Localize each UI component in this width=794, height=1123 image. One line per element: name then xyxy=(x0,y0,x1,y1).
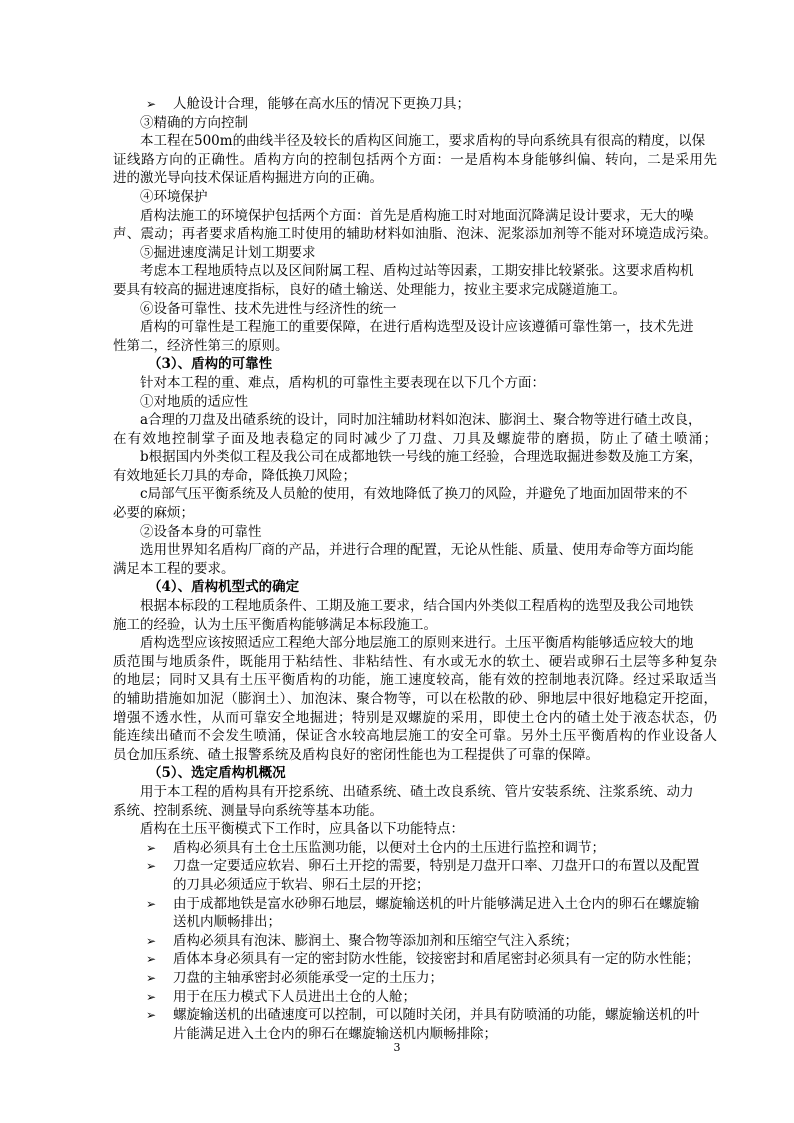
bullet-item xyxy=(113,969,717,988)
bullet-arrow-icon: ➢ xyxy=(146,840,157,855)
line-text: 增强不透水性，从而可靠安全地掘进；特别是双螺旋的采用，即使土仓内的碴土处于液态状态，仍 xyxy=(113,709,717,726)
line-text: ④环境保护 xyxy=(140,188,208,205)
line-text: 盾构的可靠性是工程施工的重要保障，在进行盾构选型及设计应该遵循可靠性第一，技术先进 xyxy=(140,319,694,336)
line-text: 盾构在土压平衡模式下工作时，应具备以下功能特点： xyxy=(140,821,464,838)
line-text: b根据国内外类似工程及我公司在成都地铁一号线的施工经验，合理选取掘进参数及施工方案， xyxy=(140,449,703,466)
line-text: ⑤掘进速度满足计划工期要求 xyxy=(140,244,316,261)
text-line xyxy=(113,560,717,579)
bullet-arrow-icon: ➢ xyxy=(146,859,157,874)
text-line xyxy=(113,634,717,653)
page-body xyxy=(113,95,717,1043)
line-text: 人舱设计合理，能够在高水压的情况下更换刀具； xyxy=(173,96,470,112)
text-line xyxy=(113,671,717,690)
line-text: 送机内顺畅排出； xyxy=(173,914,281,931)
text-line xyxy=(113,300,717,319)
line-text: 盾构法施工的环境保护包括两个方面：首先是盾构施工时对地面沉降满足设计要求，无大的噪 xyxy=(140,207,694,224)
section-heading xyxy=(113,764,717,783)
text-line xyxy=(113,244,717,263)
line-text: 盾构选型应该按照适应工程绝大部分地层施工的原则来进行。土压平衡盾构能够适应较大的地 xyxy=(140,635,694,652)
line-text: 盾构必须具有泡沫、膨润土、聚合物等添加剂和压缩空气注入系统； xyxy=(173,932,578,949)
line-text: 证线路方向的正确性。盾构方向的控制包括两个方面：一是盾构本身能够纠偏、转向，二是采用先 xyxy=(113,151,717,168)
line-text: 针对本工程的重、难点，盾构机的可靠性主要表现在以下几个方面： xyxy=(140,374,545,391)
line-text: 由于成都地铁是富水砂卵石地层，螺旋输送机的叶片能够满足进入土仓内的卵石在螺旋输 xyxy=(173,895,700,912)
line-text: 根据本标段的工程地质条件、工期及施工要求，结合国内外类似工程盾构的选型及我公司地铁 xyxy=(140,598,694,615)
section-heading xyxy=(113,355,717,374)
line-text: 质范围与地质条件，既能用于粘结性、非粘结性、有水或无水的软土、硬岩或卵石土层等多种复杂 xyxy=(113,653,717,670)
text-line xyxy=(113,913,717,932)
line-text: 能连续出碴而不会发生喷涌，保证含水较高地层施工的安全可靠。另外土压平衡盾构的作业设备人 xyxy=(113,728,717,745)
line-text: 本工程在500m的曲线半径及较长的盾构区间施工，要求盾构的导向系统具有很高的精度，以保 xyxy=(140,133,706,150)
text-line xyxy=(113,876,717,895)
text-line xyxy=(113,430,717,449)
line-text: （4）、盾构机型式的确定 xyxy=(148,579,300,596)
page-number: 3 xyxy=(393,1041,401,1054)
line-text: 用于本工程的盾构具有开挖系统、出碴系统、碴土改良系统、管片安装系统、注浆系统、动力 xyxy=(140,783,694,800)
bullet-arrow-icon: ➢ xyxy=(146,933,157,948)
line-text: 的地层；同时又具有土压平衡盾构的功能，施工速度较高，能有效的控制地表沉降。经过采取适当 xyxy=(113,672,717,689)
bullet-item xyxy=(113,895,717,914)
text-line xyxy=(113,114,717,133)
line-text: ⑥设备可靠性、技术先进性与经济性的统一 xyxy=(140,300,397,317)
section-heading xyxy=(113,578,717,597)
line-text: 的刀具必须适应于软岩、卵石土层的开挖； xyxy=(173,876,430,893)
bullet-arrow-icon: ➢ xyxy=(146,952,157,967)
bullet-arrow-icon: ➢ xyxy=(146,97,157,111)
line-text: 系统、控制系统、测量导向系统等基本功能。 xyxy=(113,802,383,819)
line-text: 片能满足进入土仓内的卵石在螺旋输送机内顺畅排除； xyxy=(173,1025,497,1042)
line-text: 要具有较高的掘进速度指标，良好的碴土输送、处理能力，按业主要求完成隧道施工。 xyxy=(113,281,626,298)
bullet-item xyxy=(113,950,717,969)
line-text: ①对地质的适应性 xyxy=(140,393,248,410)
line-text: （3）、盾构的可靠性 xyxy=(148,356,273,373)
line-text: 考虑本工程地质特点以及区间附属工程、盾构过站等因素，工期安排比较紧张。这要求盾构机 xyxy=(140,263,694,280)
bullet-item xyxy=(113,988,717,1007)
text-line xyxy=(113,504,717,523)
text-line xyxy=(113,783,717,802)
text-line xyxy=(113,337,717,356)
bullet-item xyxy=(113,932,717,951)
line-text: 的辅助措施如加泥（膨润土）、加泡沫、聚合物等，可以在松散的砂、卵地层中很好地稳定开挖面， xyxy=(113,691,717,707)
text-line xyxy=(113,207,717,226)
text-line xyxy=(113,709,717,728)
bullet-item xyxy=(113,95,717,114)
bullet-arrow-icon: ➢ xyxy=(146,896,157,911)
bullet-arrow-icon: ➢ xyxy=(146,970,157,985)
text-line xyxy=(113,541,717,560)
line-text: （5）、选定盾构机概况 xyxy=(148,765,286,782)
line-text: 刀盘的主轴承密封必须能承受一定的土压力； xyxy=(173,969,443,986)
text-line xyxy=(113,281,717,300)
line-text: ②设备本身的可靠性 xyxy=(140,523,262,540)
text-line xyxy=(113,653,717,672)
text-line xyxy=(113,746,717,765)
text-line xyxy=(113,690,717,709)
line-text: 选用世界知名盾构厂商的产品，并进行合理的配置，无论从性能、质量、使用寿命等方面均能 xyxy=(140,542,694,559)
line-text: 刀盘一定要适应软岩、卵石土开挖的需要，特别是刀盘开口率、刀盘开口的布置以及配置 xyxy=(173,858,700,875)
line-text: a合理的刀盘及出碴系统的设计，同时加注辅助材料如泡沫、膨润土、聚合物等进行碴土改良， xyxy=(140,412,702,429)
bullet-item xyxy=(113,1006,717,1025)
bullet-item xyxy=(113,839,717,858)
line-text: 员仓加压系统、碴土报警系统及盾构良好的密闭性能也为工程提供了可靠的保障。 xyxy=(113,746,599,763)
text-line xyxy=(113,318,717,337)
text-line xyxy=(113,151,717,170)
line-text: 有效地延长刀具的寿命，降低换刀风险； xyxy=(113,467,356,484)
text-line xyxy=(113,169,717,188)
text-line xyxy=(113,448,717,467)
text-line xyxy=(113,225,717,244)
text-line xyxy=(113,393,717,412)
bullet-item xyxy=(113,857,717,876)
line-text: 在有效地控制掌子面及地表稳定的同时减少了刀盘、刀具及螺旋带的磨损，防止了碴土喷涌； xyxy=(113,430,717,447)
bullet-arrow-icon: ➢ xyxy=(146,1008,157,1023)
text-line xyxy=(113,485,717,504)
text-line xyxy=(113,523,717,542)
line-text: 声、震动；再者要求盾构施工时使用的辅助材料如油脂、泡沫、泥浆添加剂等不能对环境造成污染。 xyxy=(113,226,717,243)
line-text: 施工的经验，认为土压平衡盾构能够满足本标段施工。 xyxy=(113,616,437,633)
text-line xyxy=(113,132,717,151)
line-text: 满足本工程的要求。 xyxy=(113,560,235,577)
line-text: 性第二，经济性第三的原则。 xyxy=(113,337,289,354)
text-line xyxy=(113,727,717,746)
text-line xyxy=(113,262,717,281)
line-text: 用于在压力模式下人员进出土仓的人舱； xyxy=(173,988,416,1005)
text-line xyxy=(113,374,717,393)
line-text: 必要的麻烦； xyxy=(113,505,194,522)
text-line xyxy=(113,597,717,616)
line-text: c局部气压平衡系统及人员舱的使用，有效地降低了换刀的风险，并避免了地面加固带来的不 xyxy=(140,486,688,503)
text-line xyxy=(113,820,717,839)
text-line xyxy=(113,467,717,486)
line-text: 盾体本身必须具有一定的密封防水性能，铰接密封和盾尾密封必须具有一定的防水性能； xyxy=(173,951,700,968)
bullet-arrow-icon: ➢ xyxy=(146,989,157,1004)
text-line xyxy=(113,411,717,430)
text-line xyxy=(113,616,717,635)
line-text: 进的激光导向技术保证盾构掘进方向的正确。 xyxy=(113,170,383,187)
text-line xyxy=(113,802,717,821)
line-text: ③精确的方向控制 xyxy=(140,114,248,131)
line-text: 盾构必须具有土仓土压监测功能，以便对土仓内的土压进行监控和调节； xyxy=(173,839,605,856)
line-text: 螺旋输送机的出碴速度可以控制，可以随时关闭，并具有防喷涌的功能，螺旋输送机的叶 xyxy=(173,1007,700,1024)
text-line xyxy=(113,188,717,207)
